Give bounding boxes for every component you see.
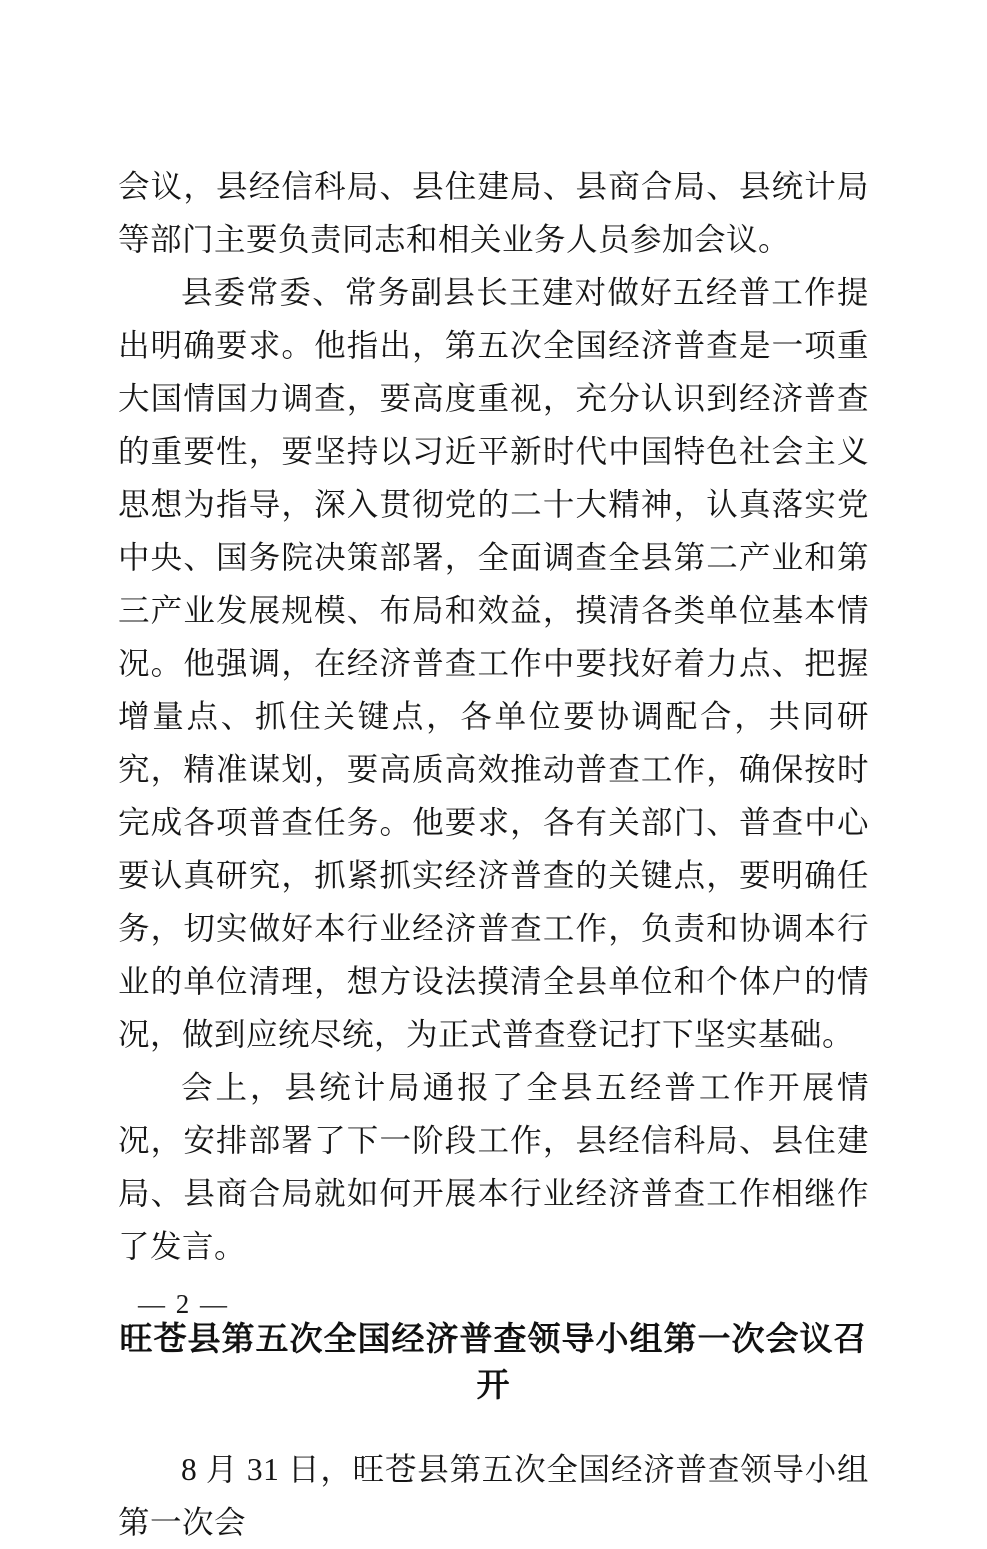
document-body [118, 160, 869, 1549]
page-number-label: — 2 — [138, 1289, 229, 1319]
paragraph-3: 会上，县统计局通报了全县五经普工作开展情况，安排部署了下一阶段工作，县经信科局、县住建局、县商合局就如何开展本行业经济普查工作相继作了发言。 [118, 1070, 869, 1264]
paragraph-2: 县委常委、常务副县长王建对做好五经普工作提出明确要求。他指出，第五次全国经济普查是一项重大国情国力调查，要高度重视，充分认识到经济普查的重要性，要坚持以习近平新时代中国特色社会主义思想为指导，深入贯彻党的二十大精神，认真落实党中央、国务院决策部署，全面调查全县第二产业和第三产业发展规模、布局和效益，摸清各类单位基本情况。他强调，在经济普查工作中要找好着力点、把握增量点、抓住关键点，各单位要协调配合，共同研究，精准谋划，要高质高效推动普查工作，确保按时完成各项普查任务。他要求，各有关部门、普查中心要认真研究，抓紧抓实经济普查的关键点，要明确任务，切实做好本行业经济普查工作，负责和协调本行业的单位清理，想方设法摸清全县单位和个体户的情况，做到应统尽统，为正式普查登记打下坚实基础。 [118, 275, 869, 1052]
paragraph-1: 会议，县经信科局、县住建局、县商合局、县统计局等部门主要负责同志和相关业务人员参加会议。 [118, 169, 869, 257]
paragraph-4: 8 月 31 日，旺苍县第五次全国经济普查领导小组第一次会 [118, 1452, 869, 1540]
section-title: 旺苍县第五次全国经济普查领导小组第一次会议召开 [119, 1322, 868, 1404]
page-number [0, 1289, 987, 1320]
